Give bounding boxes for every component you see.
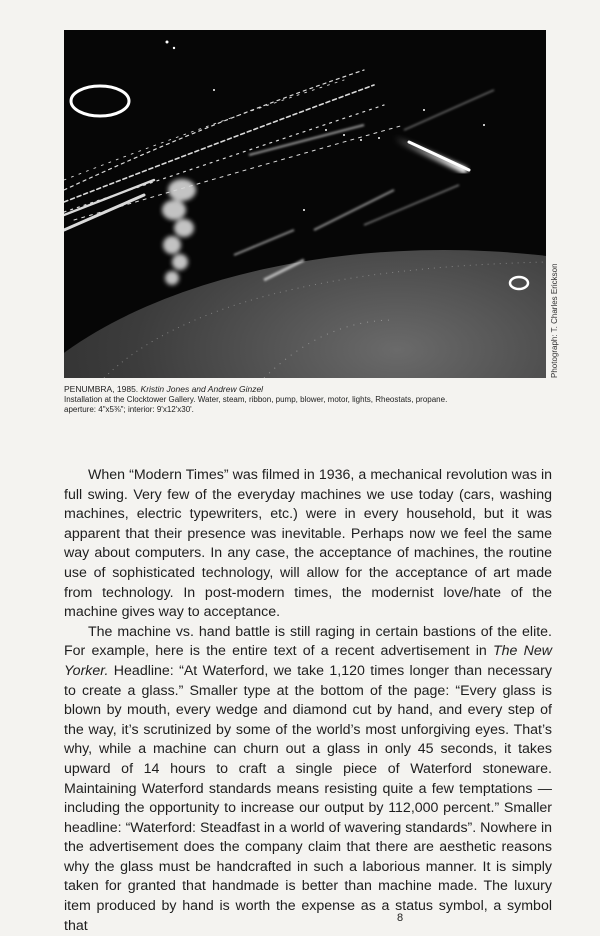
photo-credit: Photograph: T. Charles Erickson: [550, 263, 559, 378]
paragraph-2-rest: Headline: “At Waterford, we take 1,120 times longer than necessary to create a glass.” Smaller type at the bottom of the page: “Every glass is blown by mouth, every wedge and diamond cut by hand, and every step of the way, it’s scrutinized by some of the world’s most unforgiving eyes. That’s why, while a machine can churn out a glass in only 45 seconds, it takes upward of 14 hours to craft a single piece of Waterford stoneware. Maintaining Waterford standards means resisting quite a few temptations — including the opportunity to increase our output by 112,000 percent.” Smaller headline: “Waterford: Steadfast in a world of wavering standards”. Nowhere in the advertisement does the company claim that there are aesthetic reasons why the glass must be handcrafted in such a laborious manner. It is simply taken for granted that handmade is better than machine made. The luxury item produced by hand is worth the expense as a status symbol, a symbol that: [64, 662, 552, 934]
caption-materials: Installation at the Clocktower Gallery. Water, steam, ribbon, pump, blower, motor, lights, Rheostats, propane.: [64, 394, 448, 404]
caption-title: PENUMBRA, 1985.: [64, 384, 139, 394]
paragraph-1: When “Modern Times” was filmed in 1936, a mechanical revolution was in full swing. Very few of the everyday machines we use today (cars, washing machines, electric typewriters, etc.) were in every household, but it was apparent that their presence was inevitable. Perhaps now we feel the same way about computers. In any case, the acceptance of machines, the routine use of sophisticated technology, will allow for the acceptance of art made from technology. In post-modern times, the modernist love/hate of the machine gives way to acceptance.: [64, 467, 552, 621]
paragraph-2: [64, 623, 552, 936]
caption-title-line: [64, 384, 534, 395]
publication-name: The New Yorker.: [64, 643, 552, 679]
page-number: 8: [396, 912, 404, 924]
paragraph-2-start: The machine vs. hand battle is still raging in certain bastions of the elite. For example, here is the entire text of a recent advertisement in: [64, 623, 552, 660]
photo-caption: [64, 384, 534, 416]
article-body: [64, 466, 552, 936]
caption-dimensions: aperture: 4"x5⅜"; interior: 9'x12'x30'.: [64, 405, 194, 414]
installation-photo: [64, 30, 546, 378]
streaking-light-and-steam-photo: [64, 30, 546, 378]
caption-artists: Kristin Jones and Andrew Ginzel: [140, 384, 264, 394]
